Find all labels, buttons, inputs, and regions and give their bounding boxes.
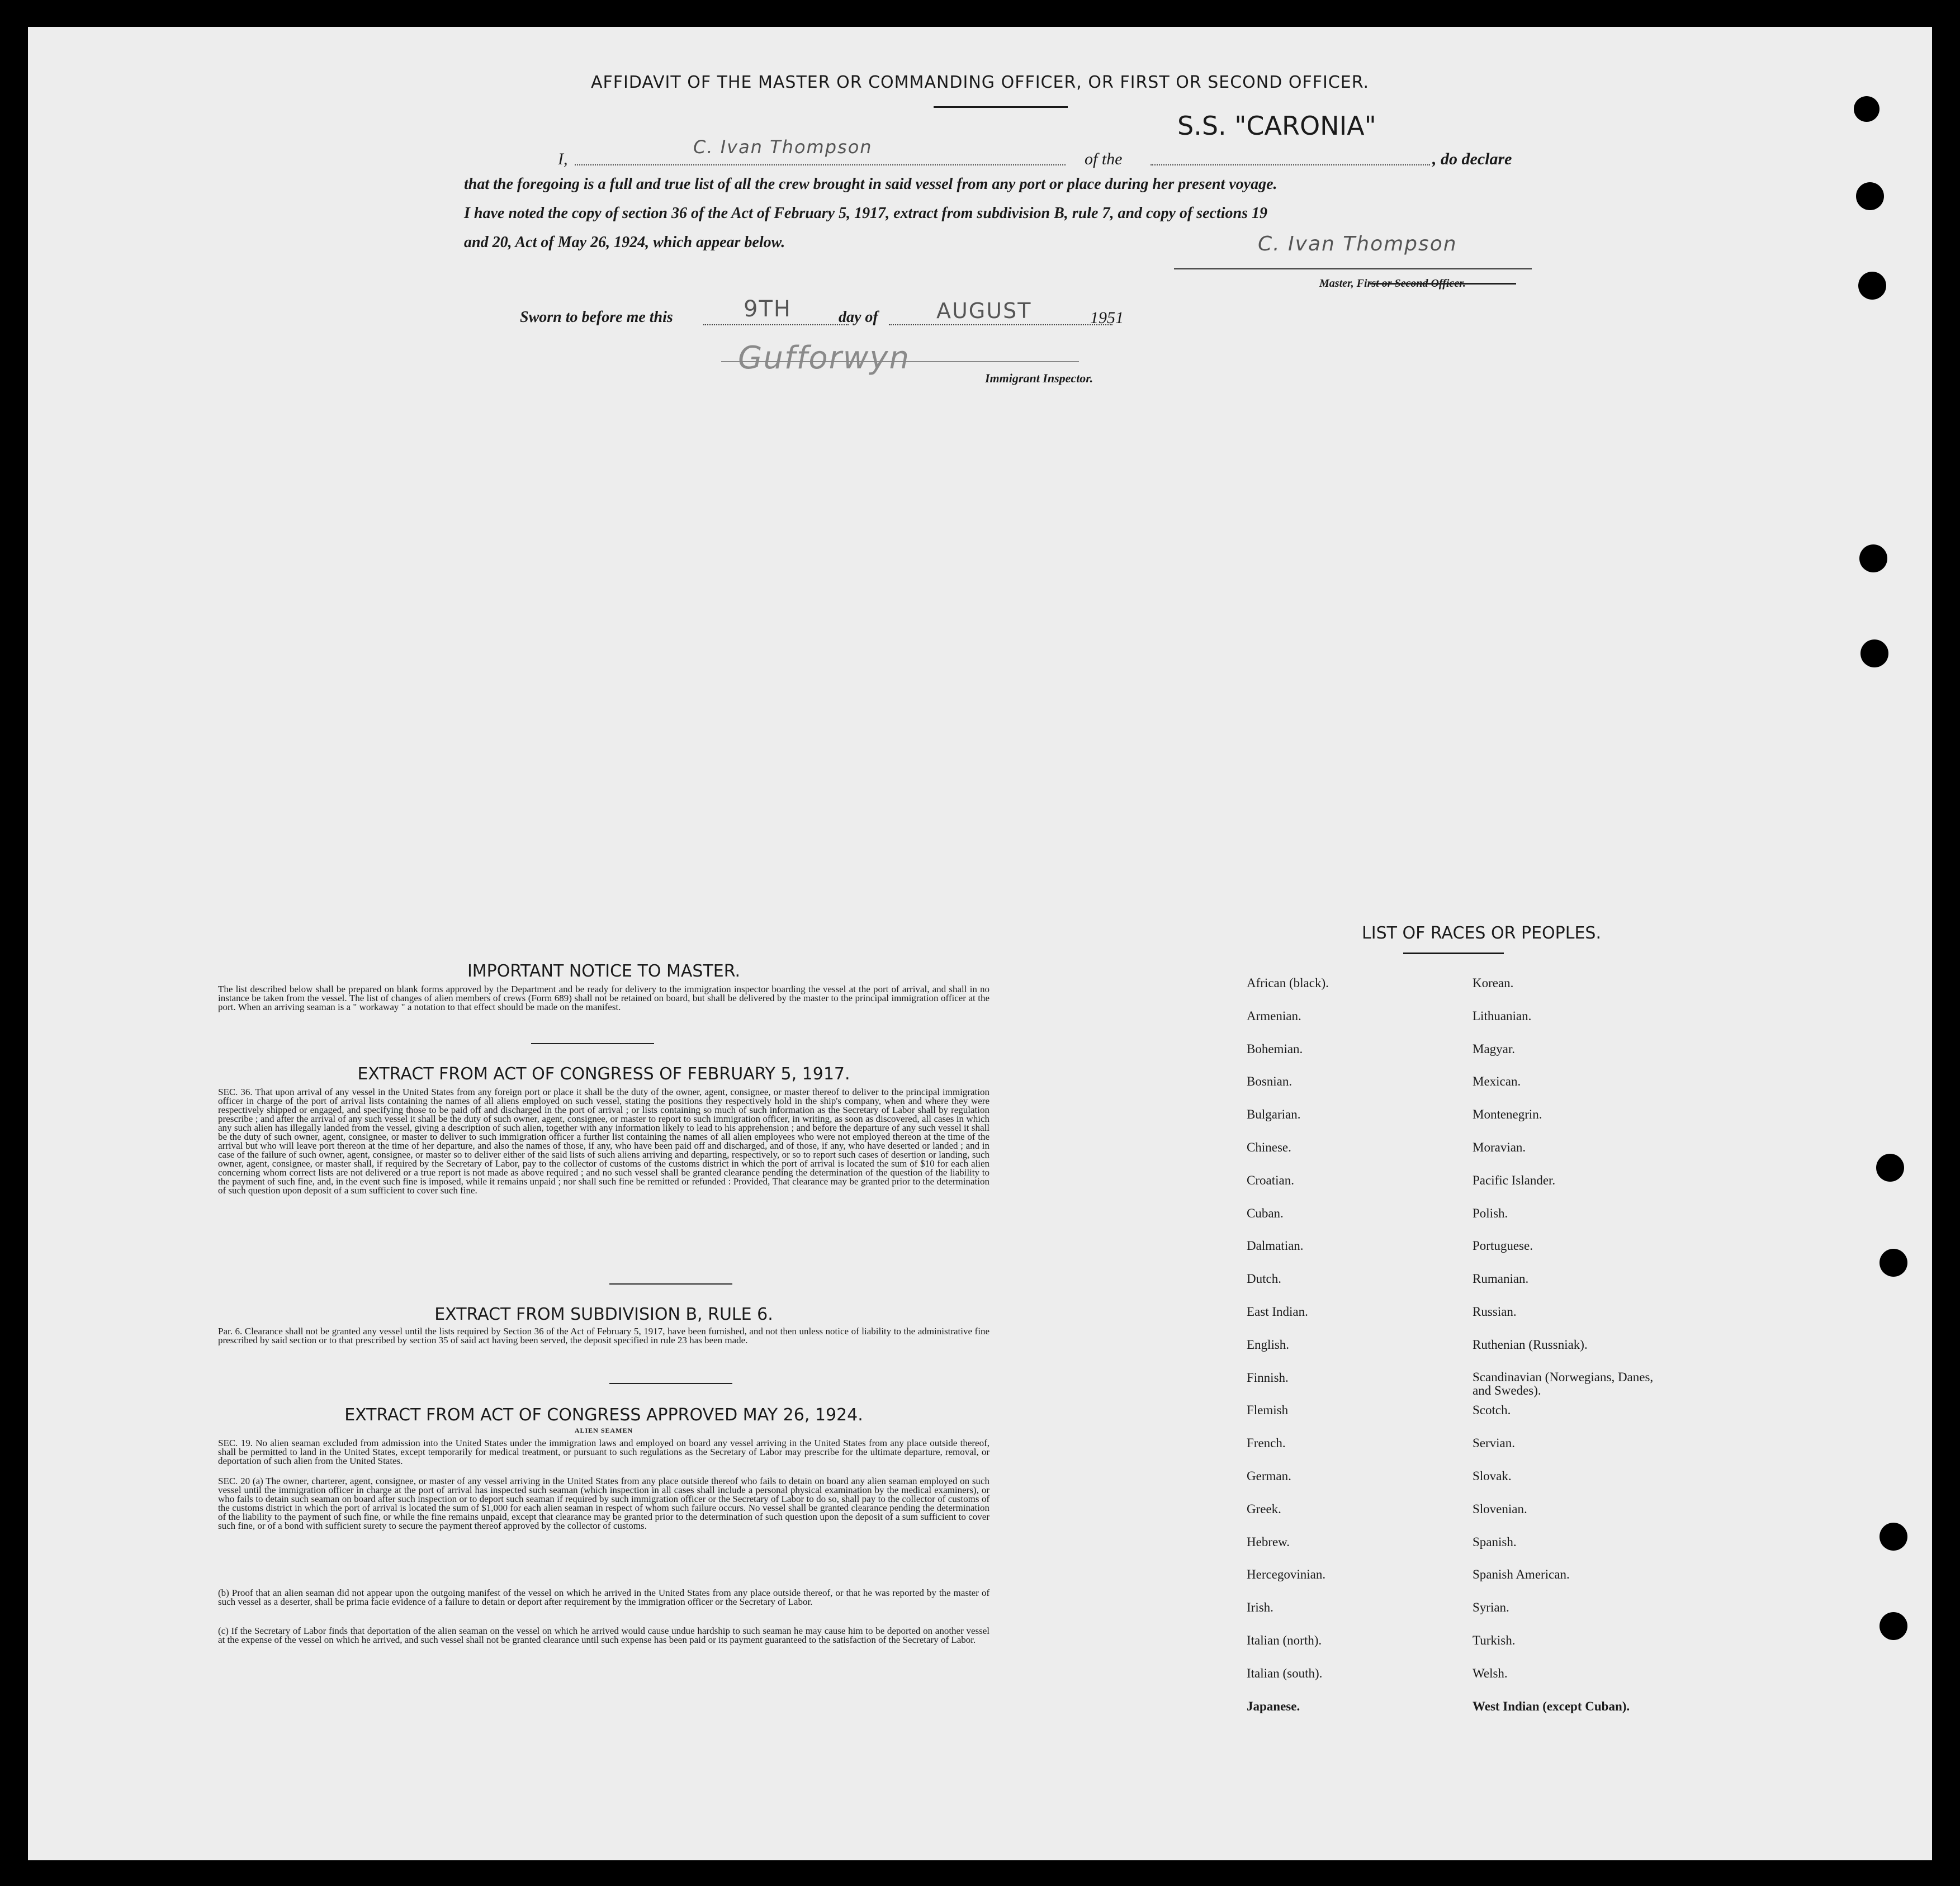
notice-body: The list described below shall be prepared on blank forms approved by the Department and be ready for delivery to the immigration inspector boarding the vessel at the port of arrival, and shall in no instance be taken from the vessel. The list of changes of alien members of crews (Form 689) shall not be retained on board, but shall be delivered by the master to the principal immigration officer at the port. When an arriving seaman is a " workaway " a notation to that effect should be made on the manifest. — [218, 984, 990, 1012]
punch-hole — [1879, 1249, 1907, 1277]
punch-hole — [1854, 96, 1879, 122]
races-title: LIST OF RACES OR PEOPLES. — [1362, 923, 1601, 943]
race-item: Syrian. — [1473, 1600, 1509, 1615]
punch-hole — [1860, 639, 1888, 667]
race-item: Welsh. — [1473, 1666, 1508, 1680]
statement-line-1: that the foregoing is a full and true list of all the crew brought in said vessel from any port or place during her present voyage. — [464, 176, 1277, 193]
race-item: Dalmatian. — [1247, 1239, 1304, 1253]
of-the-line — [1151, 163, 1430, 165]
race-item: English. — [1247, 1337, 1290, 1352]
sworn-year: 1951 — [1090, 309, 1124, 327]
punch-hole — [1876, 1154, 1904, 1182]
of-the-label: of the — [1085, 150, 1123, 168]
race-item: Ruthenian (Russniak). — [1473, 1337, 1588, 1352]
extract-rule6-divider — [609, 1383, 732, 1384]
extract-rule6-body: Par. 6. Clearance shall not be granted any vessel until the lists required by Section 36 of the Act of February 5, 1917, have been furnished, and not then unless notice of liability to the administrative fine prescribed by said section or to that prescribed by section 35 of said act having been served, the deposit specified in rule 23 has been made. — [218, 1326, 990, 1345]
race-item: Scotch. — [1473, 1403, 1511, 1418]
race-item: Mexican. — [1473, 1074, 1521, 1089]
race-item: Slovak. — [1473, 1468, 1512, 1483]
notice-divider — [531, 1043, 654, 1044]
race-item: Polish. — [1473, 1206, 1508, 1220]
race-item: Scandinavian (Norwegians, Danes, and Swedes). — [1473, 1370, 1654, 1397]
do-declare-label: , do declare — [1432, 150, 1512, 168]
extract-1917-divider — [609, 1283, 732, 1285]
race-item: Magyar. — [1473, 1041, 1516, 1056]
strike-through — [1370, 283, 1516, 285]
master-name-signature: C. Ivan Thompson — [693, 136, 873, 158]
race-item: French. — [1247, 1436, 1286, 1451]
sworn-label: Sworn to before me this — [520, 309, 673, 326]
races-right-column — [1473, 976, 1730, 1732]
sworn-day: 9TH — [744, 296, 792, 322]
affidavit-title: AFFIDAVIT OF THE MASTER OR COMMANDING OFFICER, OR FIRST OR SECOND OFFICER. — [590, 73, 1370, 92]
punch-hole — [1859, 544, 1887, 572]
inspector-signature: Gufforwyn — [738, 340, 911, 376]
extract-1924-sec20c: (c) If the Secretary of Labor finds that deportation of the alien seaman on the vessel on which he arrived would cause undue hardship to such seaman he may cause him to be deported on another vessel at the expense of the vessel on which he arrived, and such vessel shall not be granted clearance until such expense has been paid or its payment guaranteed to the satisfaction of the Secretary of Labor. — [218, 1626, 990, 1645]
race-item: East Indian. — [1247, 1304, 1308, 1319]
inspector-signature-line — [721, 361, 1079, 362]
race-item: Flemish — [1247, 1403, 1289, 1418]
vessel-name: S.S. "CARONIA" — [1177, 111, 1376, 141]
inspector-caption: Immigrant Inspector. — [985, 371, 1093, 385]
race-item: Japanese. — [1247, 1699, 1300, 1713]
document-page — [28, 27, 1932, 1860]
race-item: Croatian. — [1247, 1173, 1294, 1187]
master-caption: Master, First or Second Officer. — [1319, 277, 1466, 290]
race-item: Slovenian. — [1473, 1501, 1527, 1516]
statement-line-3: and 20, Act of May 26, 1924, which appear below. — [464, 234, 785, 251]
day-of-label: day of — [839, 309, 878, 326]
master-signature: C. Ivan Thompson — [1258, 233, 1457, 255]
extract-1924-sec19: SEC. 19. No alien seaman excluded from admission into the United States under the immigration laws and employed on board any vessel arriving in the United States from any place outside thereof, shall be permitted to land in the United States, except temporarily for medical treatment, or pursuant to such regulations as the Secretary of Labor may prescribe for the ultimate departure, removal, or deportation of such alien from the United States. — [218, 1438, 990, 1466]
punch-hole — [1858, 272, 1886, 300]
race-item: German. — [1247, 1468, 1291, 1483]
extract-1924-sec20b: (b) Proof that an alien seaman did not appear upon the outgoing manifest of the vessel on which he arrived in the United States from any place outside thereof, or that he was reported by the master of such vessel as a deserter, shall be prima facie evidence of a failure to detain or deport after requirement by the immigration officer or the Secretary of Labor. — [218, 1588, 990, 1607]
race-item: Italian (south). — [1247, 1666, 1323, 1680]
race-item: Portuguese. — [1473, 1239, 1533, 1253]
notice-title: IMPORTANT NOTICE TO MASTER. — [467, 961, 741, 981]
race-item: Turkish. — [1473, 1633, 1516, 1647]
race-item: Bulgarian. — [1247, 1107, 1301, 1122]
race-item: Bosnian. — [1247, 1074, 1293, 1089]
extract-1924-subtitle: ALIEN SEAMEN — [574, 1427, 633, 1434]
race-item: Spanish. — [1473, 1534, 1517, 1549]
race-item: Montenegrin. — [1473, 1107, 1542, 1122]
name-line — [575, 163, 1066, 165]
statement-line-2: I have noted the copy of section 36 of the Act of February 5, 1917, extract from subdivision B, rule 7, and copy of sections 19 — [464, 205, 1268, 222]
race-item: Irish. — [1247, 1600, 1273, 1615]
punch-hole — [1879, 1612, 1907, 1640]
race-item: West Indian (except Cuban). — [1473, 1699, 1630, 1713]
i-label: I, — [558, 150, 568, 168]
race-item: Russian. — [1473, 1304, 1517, 1319]
sworn-month: AUGUST — [936, 298, 1032, 323]
race-item: Hebrew. — [1247, 1534, 1290, 1549]
extract-1924-title: EXTRACT FROM ACT OF CONGRESS APPROVED MAY 26, 1924. — [344, 1405, 863, 1425]
race-item: Chinese. — [1247, 1140, 1291, 1154]
race-item: Bohemian. — [1247, 1041, 1303, 1056]
race-item: Cuban. — [1247, 1206, 1284, 1220]
extract-1924-sec20a: SEC. 20 (a) The owner, charterer, agent, consignee, or master of any vessel arriving in the United States from any place outside thereof who fails to detain on board any alien seaman employed on such vessel until the immigration officer in charge at the port of arrival has inspected such seaman (which inspection in all cases shall include a personal physical examination by the medical examiners), or who fails to detain such seaman on board after such inspection or to deport such seaman if required by such immigration officer or the Secretary of Labor to do so, shall pay to the collector of customs of the customs district in which the port of arrival is located the sum of $1,000 for each alien seaman in respect of whom such failure occurs. No vessel shall be granted clearance pending the determination of the liability to the payment of such fine, or while the fine remains unpaid, except that clearance may be granted prior to the determination of such question upon the deposit of a sum sufficient to cover such fine, or of a bond with sufficient surety to secure the payment thereof approved by the collector of customs. — [218, 1476, 990, 1531]
race-item: African (black). — [1247, 976, 1329, 990]
race-item: Armenian. — [1247, 1008, 1301, 1023]
race-item: Servian. — [1473, 1436, 1516, 1451]
title-divider — [934, 106, 1068, 108]
races-left-column — [1247, 976, 1459, 1732]
race-item: Lithuanian. — [1473, 1008, 1532, 1023]
race-item: Greek. — [1247, 1501, 1281, 1516]
race-item: Moravian. — [1473, 1140, 1526, 1154]
race-item: Finnish. — [1247, 1370, 1289, 1385]
extract-1917-body: SEC. 36. That upon arrival of any vessel in the United States from any foreign port or place it shall be the duty of the owner, agent, consignee, or master thereof to deliver to the principal immigration officer in charge of the port of arrival lists containing the names of all aliens employed on such vessel, stating the positions they respectively hold in the ship's company, when and where they were respectively shipped or engaged, and specifying those to be paid off and discharged in the port of arrival ; or lists containing so much of such information as the Secretary of Labor shall by regulation prescribe ; and after the arrival of any such vessel it shall be the duty of such owner, agent, consignee, or master to report to such immigration officer, in writing, as soon as discovered, all cases in which any such alien has illegally landed from the vessel, giving a description of such alien, together with any information likely to lead to his apprehension ; and before the departure of any such vessel it shall be the duty of such owner, agent, consignee, or master to deliver to such immigration officer a further list containing the names of all alien employees who were not employed thereon at the time of the arrival but who will leave port thereon at the time of her departure, and also the names of those, if any, who have been paid off and discharged, and of those, if any, who have deserted or landed ; and in case of the failure of such owner, agent, consignee, or master so to deliver either of the said lists of such aliens arriving and departing, respectively, or so to report such cases of desertion or landing, such owner, agent, consignee, or master shall, if required by the Secretary of Labor, pay to the collector of customs of the customs district in which the port of arrival is located the sum of $10 for each alien concerning whom correct lists are not delivered or a true report is not made as above required ; and no such vessel shall be granted clearance pending the determination of the question of the liability to the payment of such fine, and, in the event such fine is imposed, while it remains unpaid ; nor shall such fine be remitted or refunded : Provided, That clearance may be granted prior to the determination of such question upon deposit of a sum sufficient to cover such fine. — [218, 1087, 990, 1196]
race-item: Rumanian. — [1473, 1272, 1529, 1286]
race-item: Dutch. — [1247, 1272, 1281, 1286]
punch-hole — [1879, 1523, 1907, 1551]
race-item: Hercegovinian. — [1247, 1567, 1326, 1582]
race-item: Korean. — [1473, 976, 1514, 990]
extract-1917-title: EXTRACT FROM ACT OF CONGRESS OF FEBRUARY 5, 1917. — [357, 1064, 850, 1084]
master-signature-line — [1174, 268, 1532, 269]
race-item: Italian (north). — [1247, 1633, 1322, 1647]
sworn-month-line — [889, 323, 1112, 325]
extract-rule6-title: EXTRACT FROM SUBDIVISION B, RULE 6. — [434, 1305, 773, 1324]
sworn-day-line — [703, 323, 849, 325]
race-item: Pacific Islander. — [1473, 1173, 1556, 1187]
punch-hole — [1856, 182, 1884, 210]
race-item: Spanish American. — [1473, 1567, 1570, 1582]
races-divider — [1403, 953, 1504, 954]
